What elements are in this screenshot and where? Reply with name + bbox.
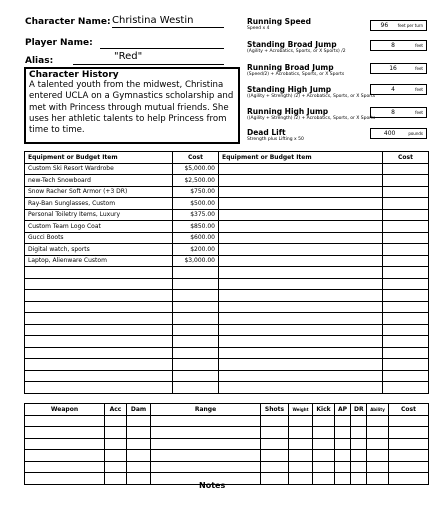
equipment-cost-cell[interactable] bbox=[383, 290, 429, 302]
equipment-item-cell[interactable]: new-Tech Snowboard bbox=[25, 175, 173, 187]
equipment-item-cell[interactable] bbox=[219, 221, 383, 233]
stat-subtitle: ((Agility + Strength) /2) + Acrobatics, Sports, or X Sports bbox=[247, 94, 376, 99]
equipment-cost-cell[interactable]: $3,000.00 bbox=[173, 255, 219, 267]
table-row bbox=[25, 198, 429, 210]
equipment-cost-cell[interactable] bbox=[383, 324, 429, 336]
weapon-cell[interactable] bbox=[25, 450, 105, 462]
equipment-item-cell[interactable] bbox=[25, 290, 173, 302]
equipment-item-cell[interactable] bbox=[25, 324, 173, 336]
stat-running-speed bbox=[247, 17, 311, 31]
table-row bbox=[25, 267, 429, 279]
table-row bbox=[25, 290, 429, 302]
weapon-cell[interactable] bbox=[261, 438, 289, 450]
character-name-label: Character Name: bbox=[25, 17, 111, 27]
weapon-cell[interactable] bbox=[313, 473, 335, 485]
table-row bbox=[25, 382, 429, 394]
equipment-cost-cell[interactable] bbox=[173, 301, 219, 313]
weapon-cell[interactable] bbox=[351, 438, 367, 450]
equipment-cost-cell[interactable] bbox=[173, 324, 219, 336]
weapon-cell[interactable] bbox=[351, 415, 367, 427]
stat-value-box[interactable] bbox=[370, 84, 427, 95]
weapon-cell[interactable] bbox=[313, 438, 335, 450]
weapon-cell[interactable] bbox=[367, 450, 389, 462]
equipment-cost-cell[interactable] bbox=[383, 336, 429, 348]
weapon-cell[interactable] bbox=[261, 473, 289, 485]
stat-value: 96 bbox=[380, 22, 389, 29]
stat-value-box[interactable] bbox=[370, 20, 427, 31]
weapon-cell[interactable] bbox=[289, 473, 313, 485]
weapon-cell[interactable] bbox=[289, 427, 313, 439]
character-name-field[interactable]: Christina Westin bbox=[112, 15, 224, 28]
cost-header: Cost bbox=[389, 404, 429, 416]
equipment-cost-header: Cost bbox=[173, 152, 219, 164]
equipment-item-cell[interactable] bbox=[219, 347, 383, 359]
weapon-cell[interactable] bbox=[127, 450, 151, 462]
range-header: Range bbox=[151, 404, 261, 416]
stat-title: Standing High Jump bbox=[247, 85, 332, 94]
weapon-cell[interactable] bbox=[335, 473, 351, 485]
table-row bbox=[25, 370, 429, 382]
equipment-item-cell[interactable] bbox=[219, 186, 383, 198]
player-name-label: Player Name: bbox=[25, 38, 93, 48]
weapon-cell[interactable] bbox=[105, 450, 127, 462]
character-history-box bbox=[24, 67, 240, 144]
weapon-cell[interactable] bbox=[127, 461, 151, 473]
weapon-cell[interactable] bbox=[313, 415, 335, 427]
equipment-header-row bbox=[25, 152, 429, 164]
equipment-item-cell[interactable]: Custom Ski Resort Wardrobe bbox=[25, 163, 173, 175]
equipment-item-cell[interactable]: Personal Toiletry Items, Luxury bbox=[25, 209, 173, 221]
weight-header: Weight bbox=[289, 404, 313, 416]
weapon-cell[interactable] bbox=[389, 473, 429, 485]
table-row bbox=[25, 278, 429, 290]
equipment-cost-cell[interactable]: $2,500.00 bbox=[173, 175, 219, 187]
equipment-item-cell[interactable] bbox=[25, 382, 173, 394]
weapon-cell[interactable] bbox=[289, 415, 313, 427]
equipment-cost-cell[interactable] bbox=[383, 267, 429, 279]
equipment-cost-cell[interactable] bbox=[173, 382, 219, 394]
weapon-cell[interactable] bbox=[151, 438, 261, 450]
equipment-item-cell[interactable] bbox=[219, 313, 383, 325]
table-row bbox=[25, 415, 429, 427]
table-row bbox=[25, 473, 429, 485]
table-row bbox=[25, 461, 429, 473]
equipment-item-cell[interactable] bbox=[25, 267, 173, 279]
weapon-cell[interactable] bbox=[313, 450, 335, 462]
equipment-cost-cell[interactable] bbox=[383, 359, 429, 371]
equipment-item-cell[interactable] bbox=[219, 278, 383, 290]
stat-unit: feet bbox=[415, 66, 423, 71]
table-row bbox=[25, 359, 429, 371]
table-row bbox=[25, 427, 429, 439]
weapon-cell[interactable] bbox=[127, 473, 151, 485]
equipment-item-cell[interactable]: Digital watch, sports bbox=[25, 244, 173, 256]
alias-label: Alias: bbox=[25, 56, 54, 66]
equipment-item-cell[interactable]: Snow Racher Soft Armor (+3 DR) bbox=[25, 186, 173, 198]
table-row bbox=[25, 313, 429, 325]
weapon-cell[interactable] bbox=[351, 473, 367, 485]
table-row bbox=[25, 186, 429, 198]
stat-standing-broad-jump bbox=[247, 40, 346, 54]
equipment-cost-cell[interactable] bbox=[173, 359, 219, 371]
weapon-cell[interactable] bbox=[389, 438, 429, 450]
equipment-item-cell[interactable]: Ray-Ban Sunglasses, Custom bbox=[25, 198, 173, 210]
character-history-title: Character History bbox=[29, 70, 119, 80]
stat-unit: feet bbox=[415, 43, 423, 48]
table-row bbox=[25, 324, 429, 336]
weapon-cell[interactable] bbox=[389, 450, 429, 462]
weapon-cell[interactable] bbox=[335, 415, 351, 427]
weapon-cell[interactable] bbox=[289, 461, 313, 473]
table-row bbox=[25, 301, 429, 313]
equipment-item-cell[interactable] bbox=[219, 370, 383, 382]
weapon-cell[interactable] bbox=[261, 461, 289, 473]
weapon-cell[interactable] bbox=[351, 461, 367, 473]
equipment-cost-cell[interactable]: $200.00 bbox=[173, 244, 219, 256]
acc-header: Acc bbox=[105, 404, 127, 416]
table-row bbox=[25, 450, 429, 462]
weapon-cell[interactable] bbox=[261, 450, 289, 462]
ability-header: Ability bbox=[367, 404, 389, 416]
equipment-item-cell[interactable]: Custom Team Logo Coat bbox=[25, 221, 173, 233]
equipment-item-header: Equipment or Budget Item bbox=[25, 152, 173, 164]
stat-unit: pounds bbox=[408, 131, 423, 136]
stat-title: Running High Jump bbox=[247, 107, 329, 116]
equipment-item-cell[interactable] bbox=[219, 232, 383, 244]
stat-value-box[interactable] bbox=[370, 40, 427, 51]
stat-title: Running Broad Jump bbox=[247, 63, 334, 72]
weapon-cell[interactable] bbox=[367, 427, 389, 439]
equipment-item-cell[interactable] bbox=[25, 359, 173, 371]
stat-value-box[interactable] bbox=[370, 63, 427, 74]
equipment-cost-cell[interactable] bbox=[383, 382, 429, 394]
character-history-text: A talented youth from the midwest, Christina entered UCLA on a Gymnastics scholarship and met with Princess through mutual friends. She uses her athletic talents to help Princess from time to time. bbox=[29, 80, 234, 136]
equipment-cost-cell[interactable] bbox=[173, 336, 219, 348]
equipment-cost-cell[interactable] bbox=[173, 313, 219, 325]
equipment-cost-cell[interactable] bbox=[383, 347, 429, 359]
equipment-cost-cell[interactable]: $500.00 bbox=[173, 198, 219, 210]
weapons-header-row bbox=[25, 404, 429, 416]
equipment-item-cell[interactable] bbox=[219, 209, 383, 221]
weapon-header: Weapon bbox=[25, 404, 105, 416]
table-row bbox=[25, 175, 429, 187]
stat-value-box[interactable] bbox=[370, 107, 427, 118]
equipment-item-cell[interactable]: Laptop, Alienware Custom bbox=[25, 255, 173, 267]
weapon-cell[interactable] bbox=[367, 415, 389, 427]
equipment-cost-cell[interactable] bbox=[173, 347, 219, 359]
stat-unit: feet bbox=[415, 87, 423, 92]
equipment-item-cell[interactable] bbox=[219, 324, 383, 336]
equipment-cost-cell[interactable] bbox=[383, 278, 429, 290]
equipment-cost-cell[interactable] bbox=[383, 221, 429, 233]
notes-label: Notes bbox=[199, 481, 226, 490]
equipment-item-cell[interactable] bbox=[25, 347, 173, 359]
weapon-cell[interactable] bbox=[127, 438, 151, 450]
weapon-cell[interactable] bbox=[151, 450, 261, 462]
equipment-item-cell[interactable] bbox=[219, 255, 383, 267]
equipment-cost-cell[interactable]: $600.00 bbox=[173, 232, 219, 244]
equipment-item-header: Equipment or Budget Item bbox=[219, 152, 383, 164]
weapons-table bbox=[24, 403, 429, 485]
equipment-item-cell[interactable] bbox=[219, 301, 383, 313]
equipment-item-cell[interactable] bbox=[219, 359, 383, 371]
weapon-cell[interactable] bbox=[151, 461, 261, 473]
stat-dead-lift bbox=[247, 128, 304, 142]
equipment-cost-cell[interactable] bbox=[383, 209, 429, 221]
weapon-cell[interactable] bbox=[105, 427, 127, 439]
weapon-cell[interactable] bbox=[151, 427, 261, 439]
weapon-cell[interactable] bbox=[313, 427, 335, 439]
equipment-cost-cell[interactable] bbox=[173, 290, 219, 302]
stat-running-broad-jump bbox=[247, 63, 344, 77]
weapon-cell[interactable] bbox=[389, 427, 429, 439]
weapon-cell[interactable] bbox=[151, 415, 261, 427]
equipment-item-cell[interactable] bbox=[25, 313, 173, 325]
weapon-cell[interactable] bbox=[335, 438, 351, 450]
equipment-cost-cell[interactable] bbox=[383, 313, 429, 325]
equipment-item-cell[interactable] bbox=[25, 301, 173, 313]
dr-header: DR bbox=[351, 404, 367, 416]
stat-value: 8 bbox=[391, 42, 395, 49]
weapon-cell[interactable] bbox=[367, 473, 389, 485]
stat-value: 8 bbox=[391, 109, 395, 116]
weapon-cell[interactable] bbox=[25, 473, 105, 485]
shots-header: Shots bbox=[261, 404, 289, 416]
table-row bbox=[25, 438, 429, 450]
equipment-cost-cell[interactable]: $850.00 bbox=[173, 221, 219, 233]
equipment-cost-cell[interactable] bbox=[383, 301, 429, 313]
equipment-item-cell[interactable] bbox=[219, 244, 383, 256]
equipment-item-cell[interactable] bbox=[219, 198, 383, 210]
stat-subtitle: Strength plus Lifting x 50 bbox=[247, 137, 304, 142]
table-row bbox=[25, 232, 429, 244]
equipment-cost-cell[interactable] bbox=[383, 175, 429, 187]
equipment-item-cell[interactable] bbox=[219, 163, 383, 175]
stat-value-box[interactable] bbox=[370, 128, 427, 139]
stat-subtitle: (Agility + Acrobatics, Sports, or X Sports) /2 bbox=[247, 49, 346, 54]
kick-header: Kick bbox=[313, 404, 335, 416]
equipment-cost-cell[interactable]: $5,000.00 bbox=[173, 163, 219, 175]
weapon-cell[interactable] bbox=[261, 427, 289, 439]
weapon-cell[interactable] bbox=[351, 427, 367, 439]
equipment-cost-cell[interactable]: $375.00 bbox=[173, 209, 219, 221]
weapon-cell[interactable] bbox=[25, 427, 105, 439]
equipment-cost-cell[interactable] bbox=[383, 255, 429, 267]
stat-title: Running Speed bbox=[247, 17, 311, 26]
weapon-cell[interactable] bbox=[289, 438, 313, 450]
equipment-cost-header: Cost bbox=[383, 152, 429, 164]
stat-subtitle: Speed x 4 bbox=[247, 26, 270, 31]
weapon-cell[interactable] bbox=[335, 450, 351, 462]
weapon-cell[interactable] bbox=[105, 415, 127, 427]
stat-subtitle: ((Agility + Strength) /2) + Acrobatics, Sports, or X Sports bbox=[247, 116, 376, 121]
weapon-cell[interactable] bbox=[389, 415, 429, 427]
stat-standing-high-jump bbox=[247, 85, 375, 99]
weapon-cell[interactable] bbox=[127, 427, 151, 439]
equipment-item-cell[interactable] bbox=[25, 336, 173, 348]
alias-field[interactable]: "Red" bbox=[73, 51, 224, 65]
equipment-cost-cell[interactable] bbox=[383, 163, 429, 175]
weapon-cell[interactable] bbox=[351, 450, 367, 462]
table-row bbox=[25, 336, 429, 348]
stat-value: 4 bbox=[391, 86, 395, 93]
stat-unit: feet per turn bbox=[397, 23, 423, 28]
equipment-cost-cell[interactable] bbox=[173, 267, 219, 279]
stat-title: Dead Lift bbox=[247, 128, 286, 137]
equipment-item-cell[interactable] bbox=[219, 290, 383, 302]
table-row bbox=[25, 163, 429, 175]
weapon-cell[interactable] bbox=[389, 461, 429, 473]
equipment-cost-cell[interactable] bbox=[173, 278, 219, 290]
weapon-cell[interactable] bbox=[25, 461, 105, 473]
equipment-cost-cell[interactable] bbox=[383, 186, 429, 198]
equipment-cost-cell[interactable] bbox=[173, 370, 219, 382]
stat-running-high-jump bbox=[247, 107, 375, 121]
table-row bbox=[25, 209, 429, 221]
table-row bbox=[25, 347, 429, 359]
weapon-cell[interactable] bbox=[105, 473, 127, 485]
equipment-cost-cell[interactable] bbox=[383, 244, 429, 256]
weapon-cell[interactable] bbox=[313, 461, 335, 473]
equipment-cost-cell[interactable] bbox=[383, 370, 429, 382]
stat-title: Standing Broad Jump bbox=[247, 40, 337, 49]
stat-unit: feet bbox=[415, 110, 423, 115]
equipment-item-cell[interactable]: Gucci Boots bbox=[25, 232, 173, 244]
weapon-cell[interactable] bbox=[367, 461, 389, 473]
equipment-item-cell[interactable] bbox=[219, 175, 383, 187]
weapon-cell[interactable] bbox=[25, 415, 105, 427]
equipment-item-cell[interactable] bbox=[219, 382, 383, 394]
weapon-cell[interactable] bbox=[289, 450, 313, 462]
stat-value: 400 bbox=[383, 130, 396, 137]
equipment-item-cell[interactable] bbox=[219, 267, 383, 279]
stat-subtitle: (Speed/2) + Acrobatics, Sports, or X Sports bbox=[247, 72, 345, 77]
player-name-field[interactable] bbox=[100, 36, 224, 49]
equipment-item-cell[interactable] bbox=[25, 370, 173, 382]
stat-value: 16 bbox=[389, 65, 397, 72]
weapon-cell[interactable] bbox=[105, 438, 127, 450]
equipment-cost-cell[interactable] bbox=[383, 232, 429, 244]
equipment-table bbox=[24, 151, 429, 394]
weapon-cell[interactable] bbox=[367, 438, 389, 450]
weapon-cell[interactable] bbox=[105, 461, 127, 473]
weapon-cell[interactable] bbox=[127, 415, 151, 427]
equipment-cost-cell[interactable] bbox=[383, 198, 429, 210]
weapon-cell[interactable] bbox=[335, 461, 351, 473]
equipment-item-cell[interactable] bbox=[25, 278, 173, 290]
weapon-cell[interactable] bbox=[25, 438, 105, 450]
table-row bbox=[25, 244, 429, 256]
dam-header: Dam bbox=[127, 404, 151, 416]
table-row bbox=[25, 221, 429, 233]
equipment-item-cell[interactable] bbox=[219, 336, 383, 348]
weapon-cell[interactable] bbox=[261, 415, 289, 427]
table-row bbox=[25, 255, 429, 267]
ap-header: AP bbox=[335, 404, 351, 416]
equipment-cost-cell[interactable]: $750.00 bbox=[173, 186, 219, 198]
weapon-cell[interactable] bbox=[335, 427, 351, 439]
